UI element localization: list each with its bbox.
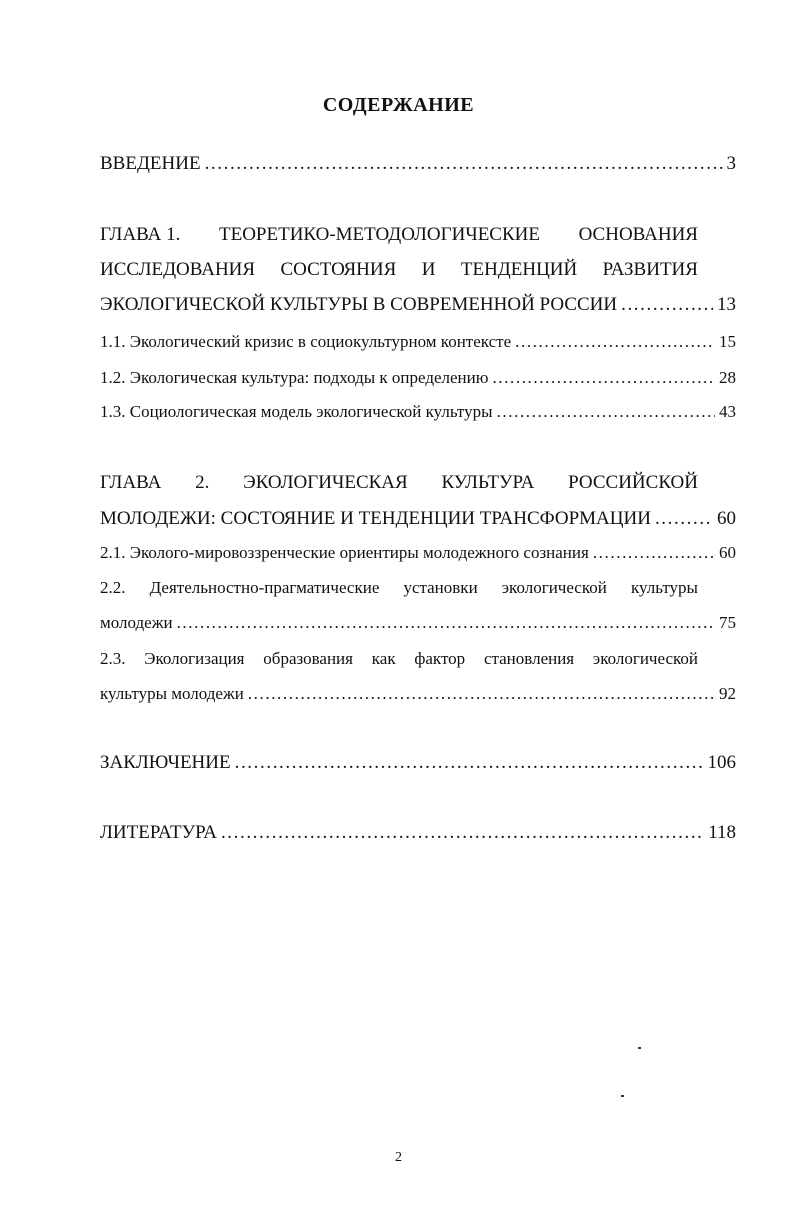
heading-word: культуры (630, 578, 698, 597)
heading-word: фактор (414, 649, 466, 668)
toc-entry-section-1-3[interactable] (100, 403, 736, 420)
heading-word: 2.3. (100, 649, 126, 668)
toc-entry-label: 1.3. Социологическая модель экологической культуры (100, 402, 493, 421)
heading-word: как (371, 649, 396, 668)
heading-word: РАЗВИТИЯ (602, 259, 698, 280)
dot-leader (515, 333, 715, 350)
heading-word: СОСТОЯНИЯ (280, 259, 397, 280)
toc-entry-page: 60 (717, 508, 736, 529)
toc-entry-page: 13 (717, 294, 736, 315)
toc-entry-label: ЛИТЕРАТУРА (100, 822, 217, 843)
heading-word: Экологизация (144, 649, 245, 668)
dot-leader (492, 369, 715, 386)
toc-entry-label: ВВЕДЕНИЕ (100, 153, 201, 174)
scan-speck (638, 1047, 641, 1049)
heading-word: установки (403, 578, 478, 597)
chapter1-heading-line2[interactable] (100, 260, 698, 279)
page-title: СОДЕРЖАНИЕ (322, 94, 475, 116)
toc-entry-label: 2.1. Эколого-мировоззренческие ориентиры молодежного сознания (100, 543, 589, 562)
toc-entry-page: 92 (719, 684, 736, 703)
toc-entry-conclusion[interactable] (100, 753, 736, 772)
chapter2-heading-line1[interactable] (100, 473, 698, 492)
dot-leader (248, 685, 715, 702)
dot-leader (655, 509, 713, 528)
heading-word: ОСНОВАНИЯ (578, 224, 698, 245)
heading-word: Деятельностно-прагматические (149, 578, 380, 597)
dot-leader (221, 823, 704, 842)
toc-entry-label: молодежи (100, 613, 173, 632)
heading-word: экологической (501, 578, 607, 597)
toc-entry-section-2-3[interactable] (100, 685, 736, 702)
dot-leader (497, 403, 715, 420)
heading-word: ИССЛЕДОВАНИЯ (100, 259, 256, 280)
dot-leader (177, 614, 715, 631)
heading-word: ТЕОРЕТИКО-МЕТОДОЛОГИЧЕСКИЕ (218, 224, 540, 245)
chapter1-heading-line1[interactable] (100, 225, 698, 244)
heading-word: И (421, 259, 436, 280)
dot-leader (235, 753, 704, 772)
dot-leader (593, 544, 715, 561)
toc-entry-chapter2[interactable] (100, 509, 736, 528)
page-number: 2 (395, 1150, 402, 1165)
heading-word: ТЕНДЕНЦИЙ (460, 259, 578, 280)
heading-word: ЭКОЛОГИЧЕСКАЯ (243, 472, 408, 493)
heading-word: КУЛЬТУРА (441, 472, 535, 493)
toc-entry-section-1-1[interactable] (100, 333, 736, 350)
toc-entry-page: 118 (708, 822, 736, 843)
dot-leader (205, 154, 723, 173)
toc-entry-label: 1.2. Экологическая культура: подходы к определению (100, 368, 489, 387)
toc-entry-page: 3 (726, 153, 736, 174)
toc-entry-introduction[interactable] (100, 154, 736, 173)
toc-entry-section-2-1[interactable] (100, 544, 736, 561)
heading-word: ГЛАВА (100, 472, 162, 493)
heading-word: образования (263, 649, 353, 668)
toc-entry-section-1-2[interactable] (100, 369, 736, 386)
toc-entry-page: 60 (719, 543, 736, 562)
toc-entry-page: 15 (719, 332, 736, 351)
toc-entry-page: 106 (707, 752, 736, 773)
toc-entry-label: 1.1. Экологический кризис в социокультурном контексте (100, 332, 512, 351)
toc-entry-label: культуры молодежи (100, 684, 244, 703)
toc-entry-label: ЭКОЛОГИЧЕСКОЙ КУЛЬТУРЫ В СОВРЕМЕННОЙ РОССИИ (100, 294, 618, 315)
heading-word: ГЛАВА 1. (100, 224, 181, 245)
toc-entry-section-2-2[interactable] (100, 614, 736, 631)
toc-entry-chapter1[interactable] (100, 295, 736, 314)
heading-word: экологической (592, 649, 698, 668)
section-2-2-line1[interactable] (100, 579, 698, 596)
toc-entry-page: 28 (719, 368, 736, 387)
toc-entry-literature[interactable] (100, 823, 736, 842)
toc-entry-page: 43 (719, 402, 736, 421)
heading-word: РОССИЙСКОЙ (568, 472, 698, 493)
toc-entry-label: ЗАКЛЮЧЕНИЕ (100, 752, 231, 773)
toc-entry-label: МОЛОДЕЖИ: СОСТОЯНИЕ И ТЕНДЕНЦИИ ТРАНСФОРМАЦИИ (100, 508, 651, 529)
dot-leader (621, 295, 713, 314)
section-2-3-line1[interactable] (100, 650, 698, 667)
scan-speck (621, 1095, 624, 1097)
heading-word: 2.2. (100, 578, 126, 597)
heading-word: становления (483, 649, 575, 668)
toc-entry-page: 75 (719, 613, 736, 632)
heading-word: 2. (195, 472, 210, 493)
